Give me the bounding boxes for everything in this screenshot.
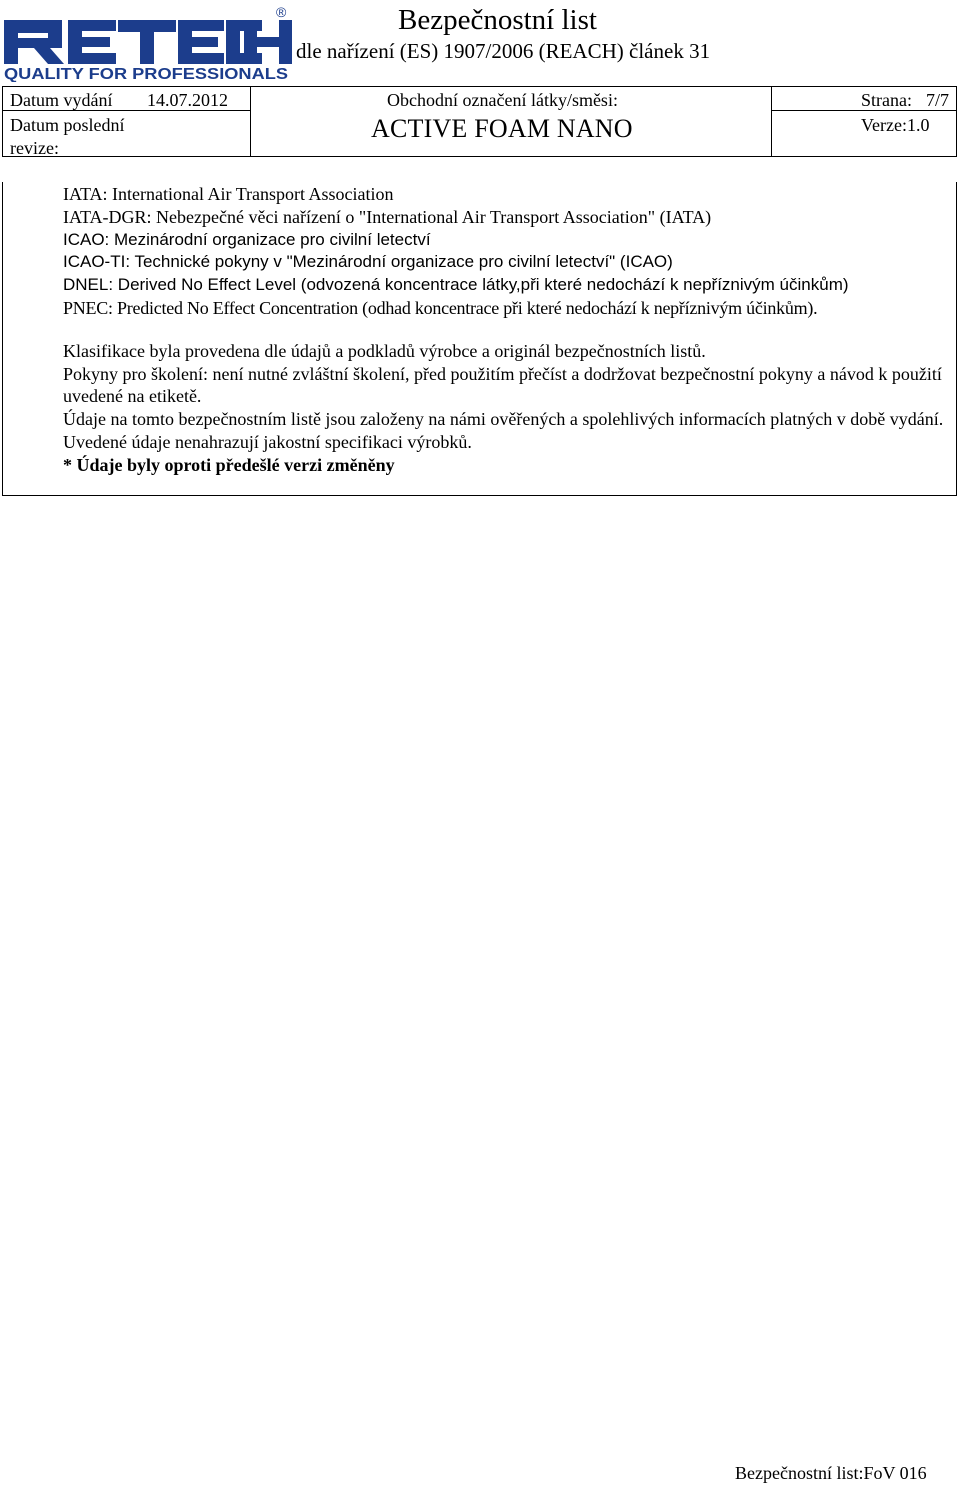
abbreviation-item: ICAO: Mezinárodní organizace pro civilní letectví: [63, 229, 431, 249]
abbreviation-item: IATA-DGR: Nebezpečné věci nařízení o "International Air Transport Association" (IATA): [63, 206, 712, 227]
version-label: Verze:1.0: [861, 115, 930, 135]
classification-note: Klasifikace byla provedena dle údajů a podkladů výrobce a originál bezpečnostních listů.: [63, 340, 706, 361]
page-value: 7/7: [926, 90, 950, 110]
training-note: Pokyny pro školení: není nutné zvláštní školení, před použitím přečíst a dodržovat bezpečnostní pokyny a návod k použití uvedené na etiketě.: [63, 363, 942, 407]
disclaimer-note: Údaje na tomto bezpečnostním listě jsou založeny na námi ověřených a spolehlivých informacích platných v době vydání. Uvedené údaje nenahrazují jakostní specifikaci výrobků.: [63, 409, 944, 452]
column-divider-left: [250, 87, 251, 156]
issue-date-label: Datum vydání: [10, 90, 113, 110]
product-name: ACTIVE FOAM NANO: [371, 114, 633, 143]
abbreviation-item: PNEC: Predicted No Effect Concentration (odhad koncentrace při které nedochází k nepříznivým účinkům).: [63, 297, 818, 318]
document-title: Bezpečnostní list: [398, 4, 597, 36]
issue-date-value: 14.07.2012: [147, 90, 228, 110]
trade-name-label: Obchodní označení látky/směsi:: [387, 90, 618, 110]
form-code: Bezpečnostní list:FoV 016: [735, 1463, 927, 1483]
retech-logo-graphic: [4, 2, 296, 82]
logo-tagline: QUALITY FOR PROFESSIONALS: [4, 66, 288, 82]
changes-note: * Údaje byly oproti předešlé verzi změněny: [63, 454, 395, 475]
abbreviation-item: IATA: International Air Transport Association: [63, 184, 394, 204]
document-subtitle: dle nařízení (ES) 1907/2006 (REACH) článek 31: [296, 39, 711, 63]
revision-label-line2: revize:: [10, 138, 59, 158]
company-logo: [4, 2, 296, 82]
revision-label-line1: Datum poslední: [10, 115, 125, 135]
spacer: [63, 320, 953, 340]
abbreviation-item: ICAO-TI: Technické pokyny v "Mezinárodní organizace pro civilní letectví" (ICAO): [63, 252, 673, 272]
page-label: Strana:: [861, 90, 912, 110]
abbreviation-item: DNEL: Derived No Effect Level (odvozená koncentrace látky,při které nedochází k nepříznivým účinkům): [63, 275, 849, 295]
section-content: [63, 183, 953, 477]
registered-mark: ®: [276, 4, 287, 20]
column-divider-right: [771, 87, 772, 156]
